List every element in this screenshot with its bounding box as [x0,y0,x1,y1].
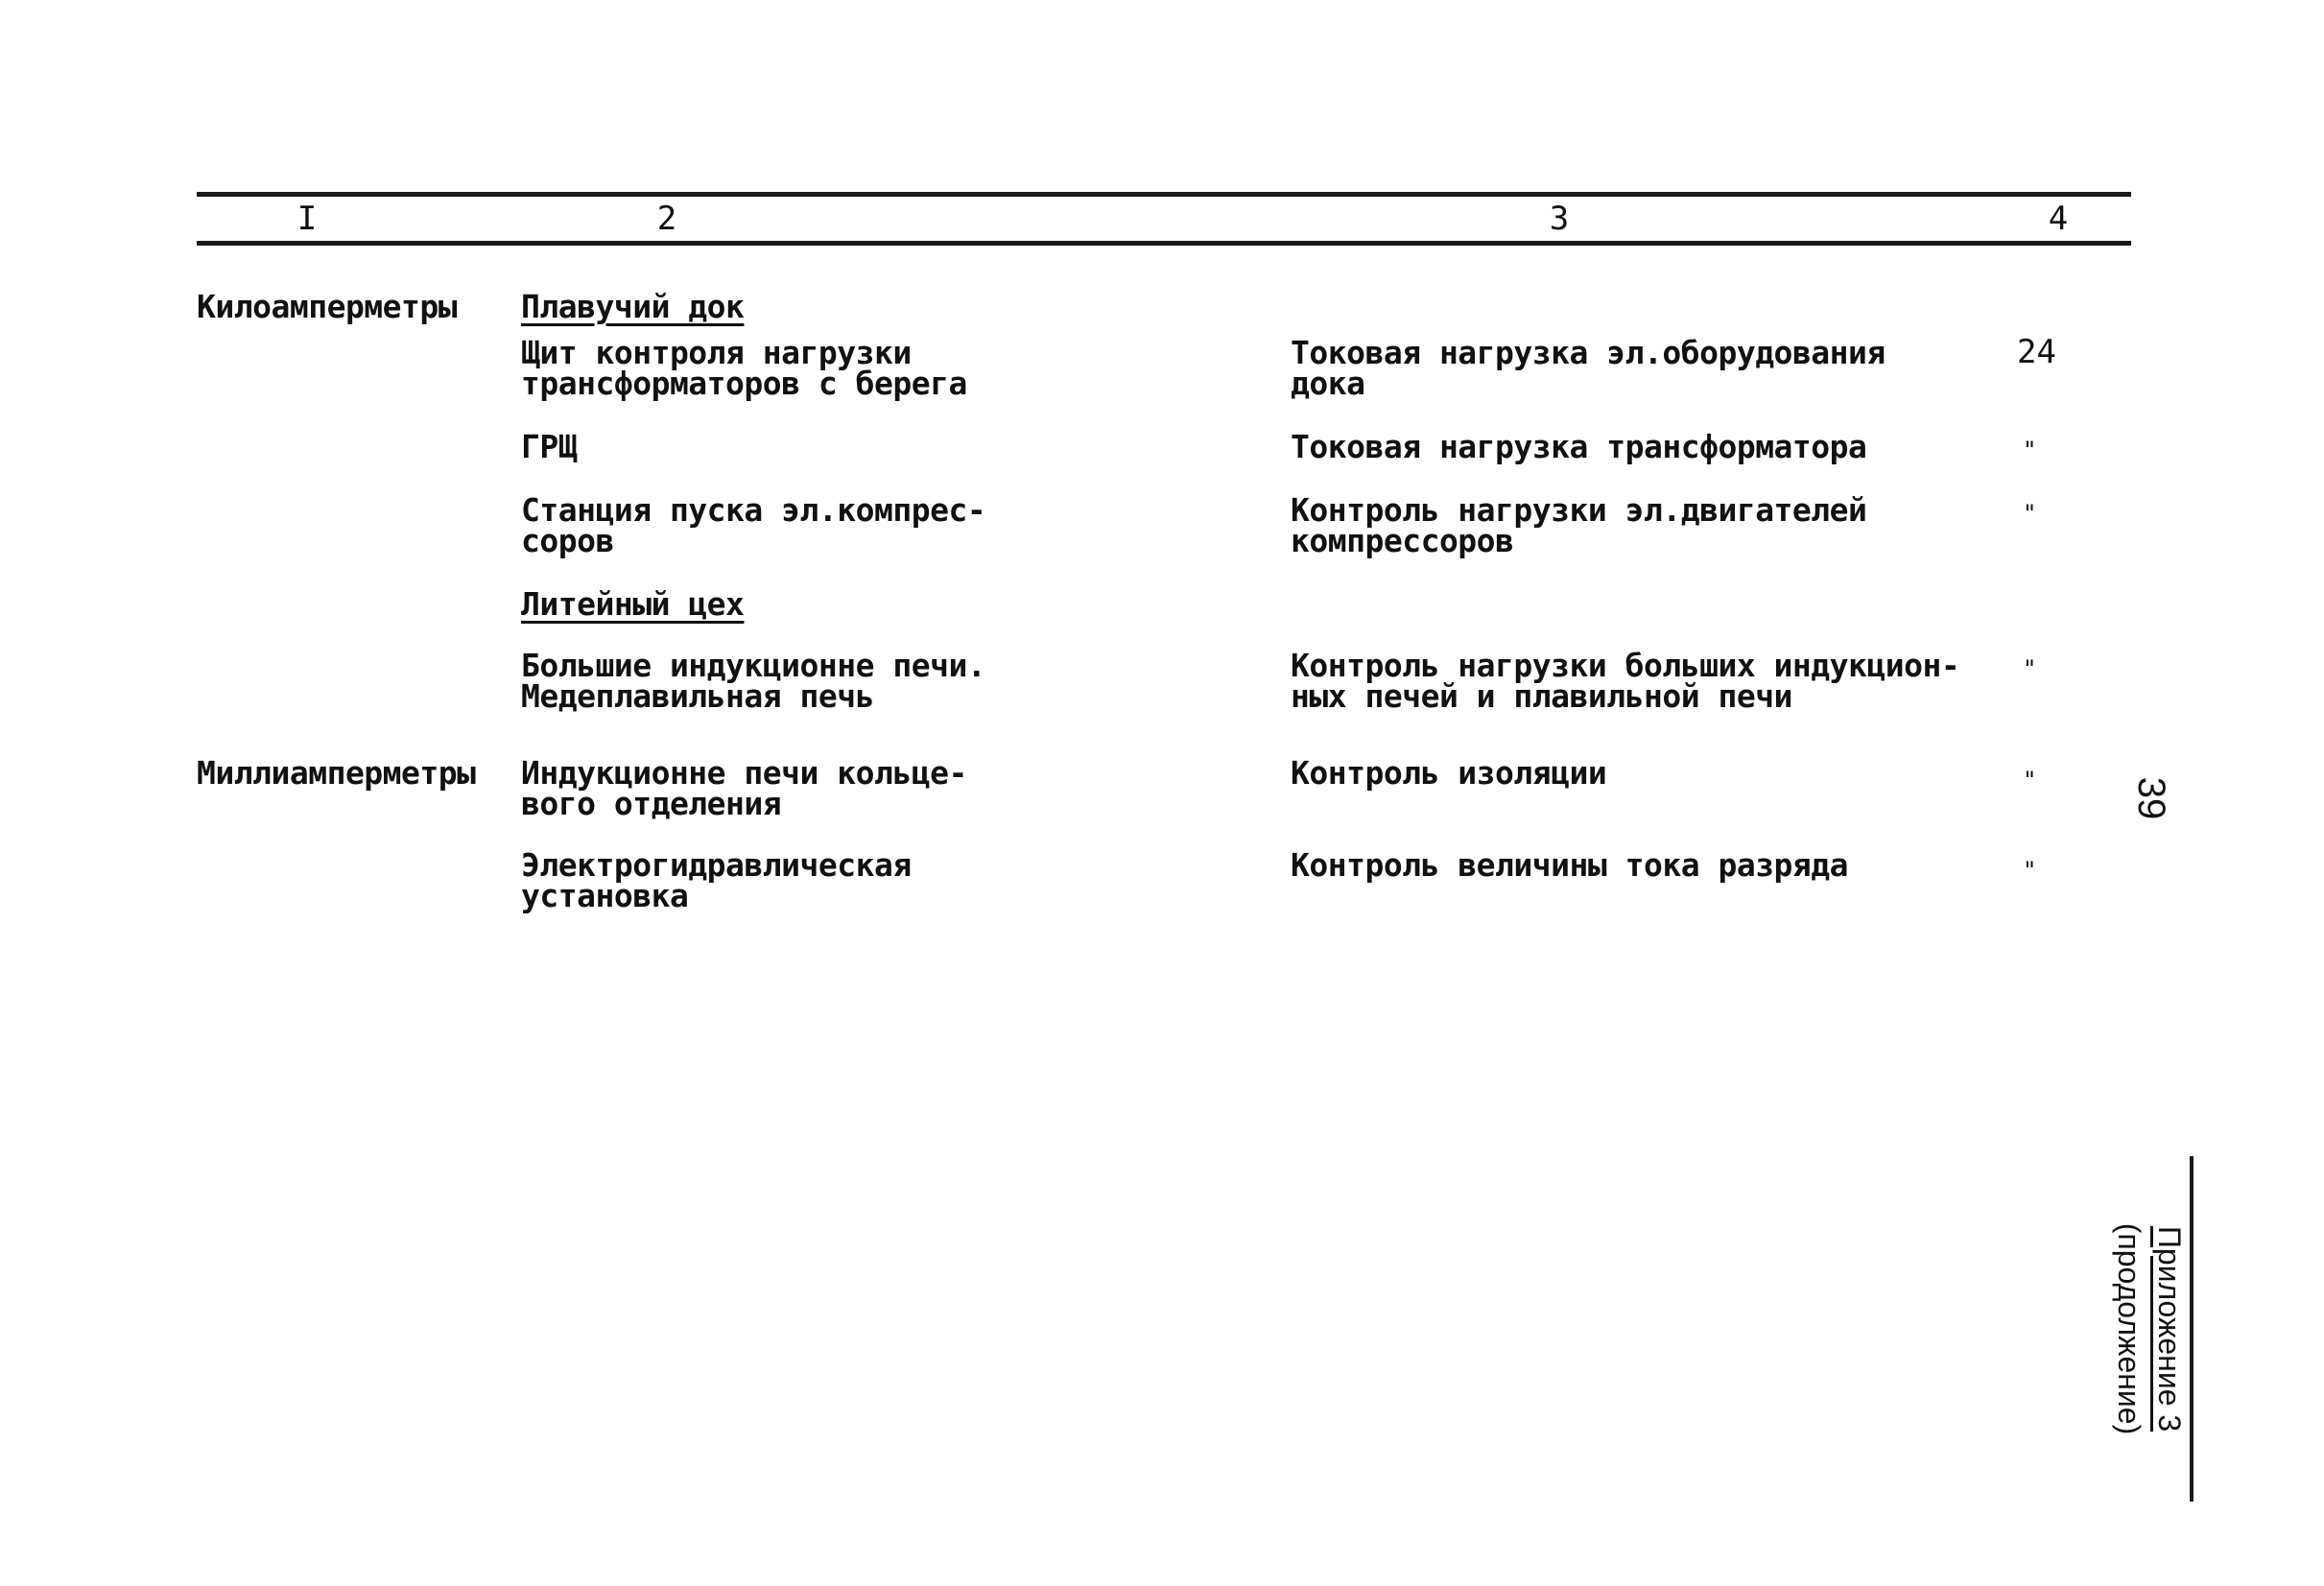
table-cell-purpose: Контроль изоляции [1291,754,1607,792]
table-cell-purpose: Токовая нагрузка трансформатора [1291,428,1867,465]
table-cell-location: Индукционне печи кольце- вого отделения [521,754,967,822]
appendix-title: Приложение 3 [2152,1225,2187,1432]
appendix-rule [2190,1156,2194,1502]
table-cell-ditto-mark: " [2023,655,2037,682]
appendix-label [2075,1156,2190,1502]
table-cell-location: ГРЩ [521,428,578,465]
table-cell-device-type: Миллиамперметры [197,754,476,792]
table-cell-purpose: Контроль нагрузки эл.двигателей компрессоров [1291,491,1867,559]
column-header-1: I [296,200,318,238]
table-cell-ditto-mark: " [2023,767,2037,793]
table-cell-location: Щит контроля нагрузки трансформаторов с берега [521,334,967,402]
page-number: 39 [2130,776,2172,820]
section-heading-floating-dock: Плавучий док [521,288,745,325]
table-cell-purpose: Контроль нагрузки больших индукцион- ных печей и плавильной печи [1291,647,1960,715]
column-header-4: 4 [2048,200,2069,238]
table-cell-ditto-mark: " [2023,857,2037,884]
section-heading-foundry: Литейный цех [521,585,745,623]
table-cell-quantity: 24 [2017,333,2056,371]
table-cell-device-type: Килоамперметры [197,288,458,325]
table-top-rule [197,192,2131,197]
table-cell-location: Электрогидравлическая установка [521,846,912,914]
table-cell-ditto-mark: " [2023,437,2037,463]
table-cell-location: Большие индукционне печи. Медеплавильная печь [521,647,986,715]
table-cell-purpose: Контроль величины тока разряда [1291,846,1849,884]
table-cell-ditto-mark: " [2023,500,2037,527]
table-cell-purpose: Токовая нагрузка эл.оборудования дока [1291,334,1885,402]
table-cell-location: Станция пуска эл.компрес- соров [521,491,986,559]
column-header-3: 3 [1549,200,1570,238]
appendix-continuation: (продолжение) [2112,1222,2146,1435]
table-header-rule [197,241,2131,246]
column-header-2: 2 [656,200,677,238]
